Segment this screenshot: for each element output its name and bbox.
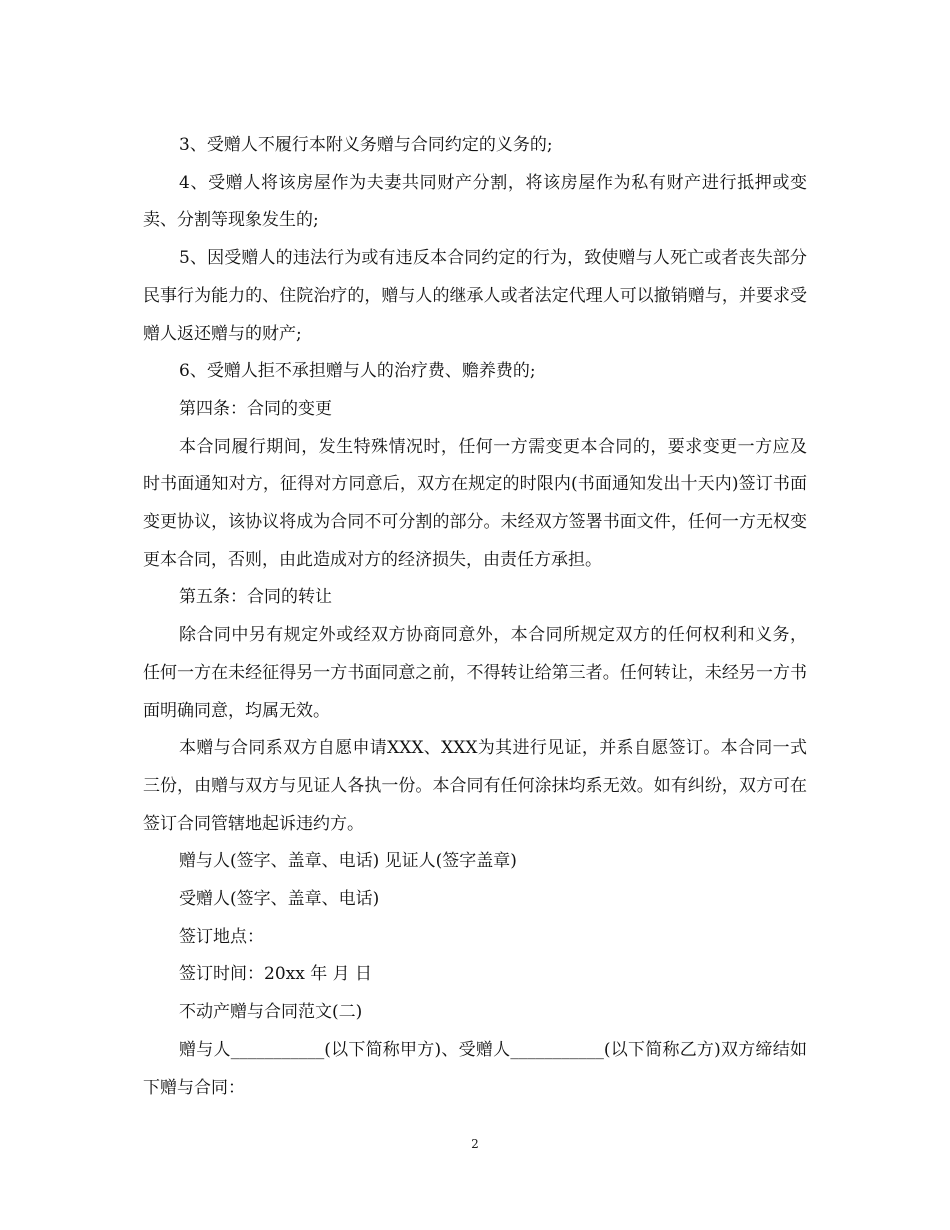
- signing-date-line: 签订时间：20xx 年 月 日: [179, 964, 373, 985]
- page-number: 2: [471, 1137, 479, 1151]
- section-title: 不动产赠与合同范文(二): [179, 1002, 363, 1023]
- article-5-heading: 第五条：合同的转让: [179, 587, 332, 608]
- clause-6-paragraph: 6、受赠人拒不承担赠与人的治疗费、赡养费的;: [179, 361, 536, 382]
- clause-4-paragraph: 4、受赠人将该房屋作为夫妻共同财产分割，将该房屋作为私有财产进行抵押或变卖、分割等现象发生的;: [143, 172, 807, 231]
- parties-paragraph: 赠与人___________(以下简称甲方)、受赠人___________(以下简称乙方)双方缔结如下赠与合同：: [143, 1039, 807, 1098]
- signing-place-line: 签订地点：: [179, 926, 264, 947]
- clause-3-paragraph: 3、受赠人不履行本附义务赠与合同约定的义务的;: [179, 135, 553, 155]
- witness-paragraph: 本赠与合同系双方自愿申请XXX、XXX为其进行见证，并系自愿签订。本合同一式三份，由赠与双方与见证人各执一份。本合同有任何涂抹均系无效。如有纠纷，双方可在签订合同管辖地起诉违约方。: [143, 738, 807, 834]
- article-4-heading: 第四条：合同的变更: [179, 398, 332, 419]
- document-body: [143, 127, 807, 1107]
- article-4-body: 本合同履行期间，发生特殊情况时，任何一方需变更本合同的，要求变更一方应及时书面通知对方，征得对方同意后，双方在规定的时限内(书面通知发出十天内)签订书面变更协议，该协议将成为合同不可分割的部分。未经双方签署书面文件，任何一方无权变更本合同，否则，由此造成对方的经济损失，由责任方承担。: [143, 436, 807, 570]
- donor-witness-signature-line: 赠与人(签字、盖章、电话) 见证人(签字盖章): [179, 851, 517, 872]
- donee-signature-line: 受赠人(签字、盖章、电话): [179, 889, 380, 910]
- clause-5-paragraph: 5、因受赠人的违法行为或有违反本合同约定的行为，致使赠与人死亡或者丧失部分民事行为能力的、住院治疗的，赠与人的继承人或者法定代理人可以撤销赠与，并要求受赠人返还赠与的财产;: [143, 248, 807, 344]
- article-5-body: 除合同中另有规定外或经双方协商同意外，本合同所规定双方的任何权利和义务，任何一方在未经征得另一方书面同意之前，不得转让给第三者。任何转让，未经另一方书面明确同意，均属无效。: [143, 625, 807, 721]
